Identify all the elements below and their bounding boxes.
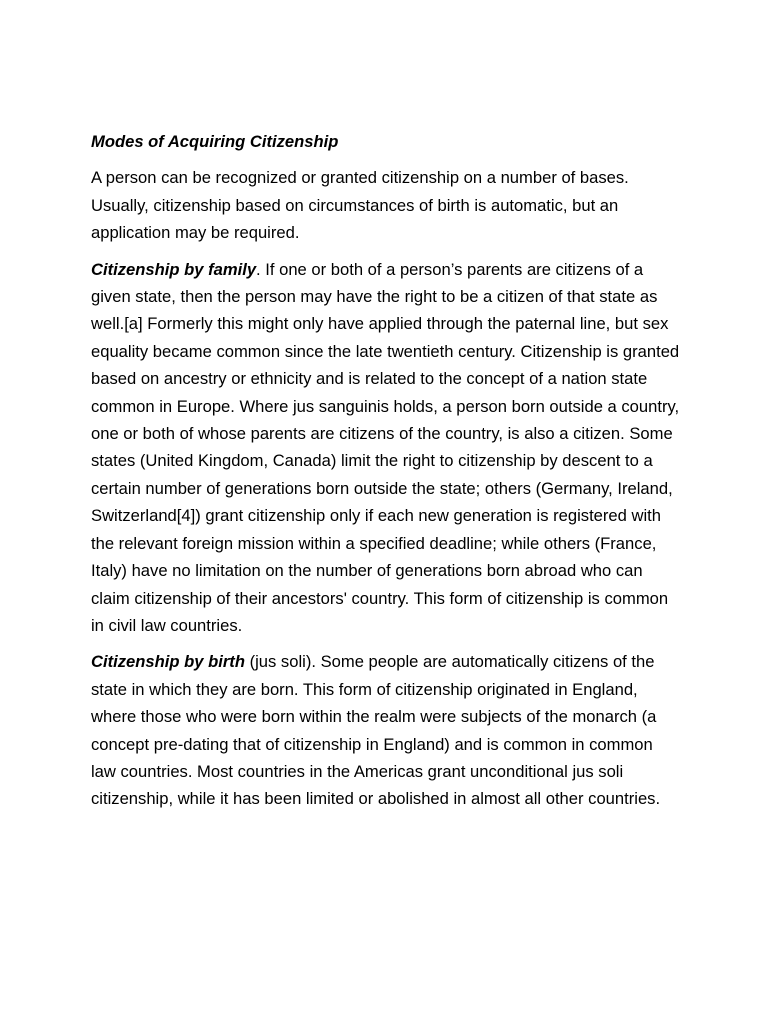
- birth-heading: Citizenship by birth: [91, 652, 245, 672]
- family-heading: Citizenship by family: [91, 259, 257, 279]
- intro-paragraph: A person can be recognized or granted citizenship on a number of bases. Usually, citizenship based on circumstances of birth is automatic, but an application may be required.: [91, 168, 629, 243]
- document-body: [91, 128, 681, 822]
- birth-text: (jus soli). Some people are automatically citizens of the state in which they are born. This form of citizenship originated in England, where those who were born within the realm were subjects of the monarch (a concept pre-dating that of citizenship in England) and is common in common law countries. Most countries in the Americas grant unconditional jus soli citizenship, while it has been limited or abolished in almost all other countries.: [91, 652, 661, 809]
- birth-paragraph: [91, 648, 681, 812]
- document-title: Modes of Acquiring Citizenship: [91, 132, 339, 151]
- family-paragraph: [91, 256, 681, 640]
- family-text: . If one or both of a person’s parents are citizens of a given state, then the person may have the right to be a citizen of that state as well.[a] Formerly this might only have applied through the paternal line, but sex equality became common since the late twentieth century. Citizenship is granted based on ancestry or ethnicity and is related to the concept of a nation state common in Europe. Where jus sanguinis holds, a person born outside a country, one or both of whose parents are citizens of the country, is also a citizen. Some states (United Kingdom, Canada) limit the right to citizenship by descent to a certain number of generations born outside the state; others (Germany, Ireland, Switzerland[4]) grant citizenship only if each new generation is registered with the relevant foreign mission within a specified deadline; while others (France, Italy) have no limitation on the number of generations born abroad who can claim citizenship of their ancestors' country. This form of citizenship is common in civil law countries.: [91, 259, 680, 635]
